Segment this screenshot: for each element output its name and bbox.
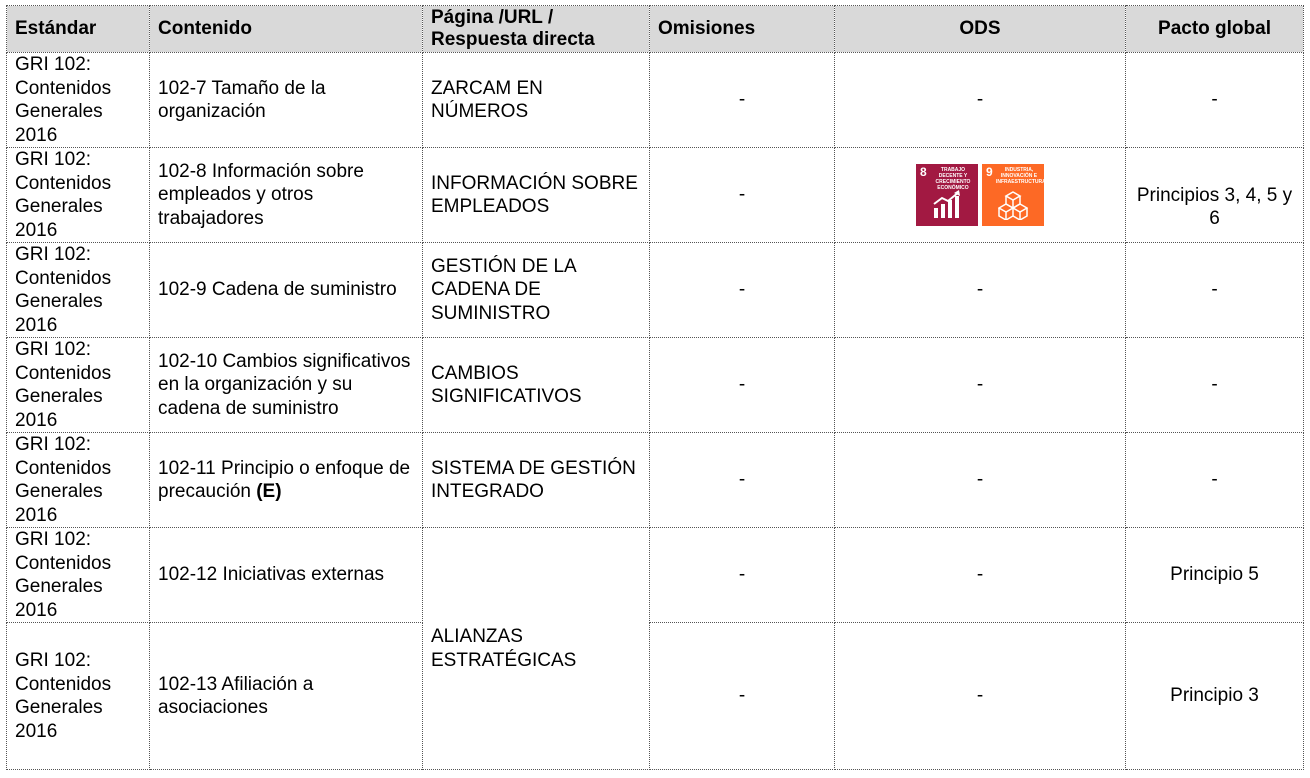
- cell-estandar: GRI 102: Contenidos Generales 2016: [7, 623, 150, 770]
- cell-omisiones: -: [650, 53, 835, 148]
- cell-pagina: GESTIÓN DE LA CADENA DE SUMINISTRO: [423, 243, 650, 338]
- ods-9-icon: [982, 164, 1044, 226]
- growth-chart-icon: [932, 190, 962, 220]
- ods-label: TRABAJO DECENTE Y CRECIMIENTO ECONÓMICO: [935, 167, 971, 191]
- header-pacto: Pacto global: [1126, 6, 1304, 53]
- gri-content-table: [6, 5, 1304, 770]
- cell-contenido: [150, 433, 423, 528]
- header-contenido: Contenido: [150, 6, 423, 53]
- ods-label: INDUSTRIA, INNOVACIÓN E INFRAESTRUCTURA: [996, 167, 1046, 185]
- table-row: [7, 53, 1304, 148]
- table-row: [7, 528, 1304, 623]
- cell-contenido: 102-12 Iniciativas externas: [150, 528, 423, 623]
- header-estandar: Estándar: [7, 6, 150, 53]
- cell-omisiones: -: [650, 148, 835, 243]
- cell-pagina: CAMBIOS SIGNIFICATIVOS: [423, 338, 650, 433]
- cell-pacto: Principio 5: [1126, 528, 1304, 623]
- cell-pacto: -: [1126, 433, 1304, 528]
- cell-contenido: 102-10 Cambios significativos en la organización y su cadena de suministro: [150, 338, 423, 433]
- header-omisiones: Omisiones: [650, 6, 835, 53]
- ods-8-icon: [916, 164, 978, 226]
- cell-estandar: GRI 102: Contenidos Generales 2016: [7, 243, 150, 338]
- table-header-row: [7, 6, 1304, 53]
- cell-ods: [835, 148, 1126, 243]
- cell-pacto: Principio 3: [1126, 623, 1304, 770]
- cell-estandar: GRI 102: Contenidos Generales 2016: [7, 148, 150, 243]
- cell-pacto: -: [1126, 243, 1304, 338]
- cell-omisiones: -: [650, 433, 835, 528]
- cell-estandar: GRI 102: Contenidos Generales 2016: [7, 528, 150, 623]
- cell-ods: -: [835, 528, 1126, 623]
- cell-contenido: 102-8 Información sobre empleados y otros trabajadores: [150, 148, 423, 243]
- ods-number: 9: [986, 165, 993, 179]
- cell-estandar: GRI 102: Contenidos Generales 2016: [7, 338, 150, 433]
- cell-contenido: 102-7 Tamaño de la organización: [150, 53, 423, 148]
- table-row: [7, 338, 1304, 433]
- cell-ods: -: [835, 623, 1126, 770]
- cell-pagina: SISTEMA DE GESTIÓN INTEGRADO: [423, 433, 650, 528]
- table-row: [7, 243, 1304, 338]
- cell-omisiones: -: [650, 338, 835, 433]
- cell-estandar: GRI 102: Contenidos Generales 2016: [7, 433, 150, 528]
- contenido-text: 102-11 Principio o enfoque de precaución: [158, 457, 411, 502]
- cell-pacto: -: [1126, 53, 1304, 148]
- header-pagina: Página /URL / Respuesta directa: [423, 6, 650, 53]
- header-ods: ODS: [835, 6, 1126, 53]
- cell-pacto: -: [1126, 338, 1304, 433]
- cell-pagina: ZARCAM EN NÚMEROS: [423, 53, 650, 148]
- cell-omisiones: -: [650, 243, 835, 338]
- cell-omisiones: -: [650, 528, 835, 623]
- cell-ods: -: [835, 338, 1126, 433]
- cell-omisiones: -: [650, 623, 835, 770]
- cell-pagina: INFORMACIÓN SOBRE EMPLEADOS: [423, 148, 650, 243]
- cubes-icon: [998, 190, 1028, 220]
- cell-contenido: 102-9 Cadena de suministro: [150, 243, 423, 338]
- table-row: [7, 433, 1304, 528]
- cell-pagina: ALIANZAS ESTRATÉGICAS: [423, 528, 650, 770]
- cell-estandar: GRI 102: Contenidos Generales 2016: [7, 53, 150, 148]
- ods-icons: [843, 164, 1117, 226]
- cell-ods: -: [835, 433, 1126, 528]
- cell-contenido: 102-13 Afiliación a asociaciones: [150, 623, 423, 770]
- contenido-marker: (E): [256, 481, 282, 502]
- cell-ods: -: [835, 243, 1126, 338]
- table-row: [7, 623, 1304, 770]
- cell-pacto: Principios 3, 4, 5 y 6: [1126, 148, 1304, 243]
- cell-ods: -: [835, 53, 1126, 148]
- table-row: [7, 148, 1304, 243]
- ods-number: 8: [920, 165, 927, 179]
